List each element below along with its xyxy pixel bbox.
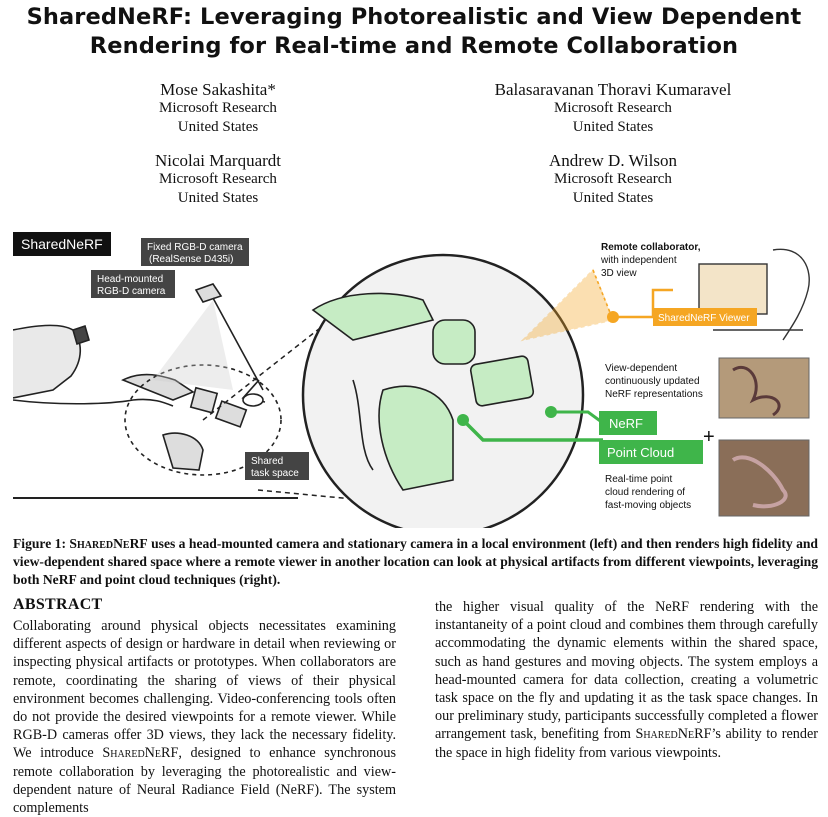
label-fixed-camera: Fixed RGB-D camera <box>147 242 243 253</box>
author-name: Balasaravanan Thoravi Kumaravel <box>494 80 732 99</box>
abstract-text: the higher visual quality of the NeRF rendering with the instantaneity of a point cloud and combines them through carefully accommodating the dynamic elements within the shared space, such as hand gestures and moving objects. The system employs a head-mounted camera for data collection, creating a volumetric task space on the fly and updating it as the task space changes. In our preliminary study, participants successfully completed a flower arrangement task, benefiting from <box>435 599 818 743</box>
author-name: Andrew D. Wilson <box>549 151 677 170</box>
label-nerf-representations: NeRF representations <box>605 389 703 400</box>
label-cloud-rendering: cloud rendering of <box>605 487 686 498</box>
label-shared: Shared <box>251 456 284 467</box>
zoom-inset <box>303 255 583 528</box>
paper-title <box>0 3 828 61</box>
caption-text: uses a head-mounted camera and stationary camera in a local environment (left) and then renders high fidelity and view-dependent shared space where a remote viewer in another location can look at physical artifacts from different viewpoints, leveraging both NeRF and point cloud techniques (right). <box>13 536 818 587</box>
author-block <box>118 151 318 208</box>
caption-system-name: SharedNeRF <box>69 536 148 551</box>
nerf-photo <box>719 358 809 418</box>
author-affiliation: Microsoft Research <box>554 171 672 187</box>
abstract-heading: ABSTRACT <box>13 596 103 613</box>
title-line-1: SharedNeRF: Leveraging Photorealistic and View Dependent <box>26 4 802 30</box>
author-block <box>118 80 318 137</box>
label-continuously-updated: continuously updated <box>605 376 700 387</box>
label-realtime-point: Real-time point <box>605 474 673 485</box>
figure-caption <box>13 535 818 589</box>
abstract-text: , designed to enhance synchronous remote collaboration by leveraging the photorealistic and view-dependent nature of Neural Radiance Field (NeRF). The system complements <box>13 745 396 817</box>
figure-badge: SharedNeRF <box>21 236 103 252</box>
author-affiliation: Microsoft Research <box>159 100 277 116</box>
abstract-system-name: SharedNeRF <box>635 726 712 743</box>
author-country: United States <box>177 190 259 206</box>
label-point-cloud: Point Cloud <box>607 445 675 460</box>
label-head-mounted-camera: RGB-D camera <box>97 286 166 297</box>
teaser-figure <box>13 230 818 528</box>
author-country: United States <box>177 119 259 135</box>
author-name: Mose Sakashita* <box>160 80 276 99</box>
label-fast-moving: fast-moving objects <box>605 500 692 511</box>
label-head-mounted: Head-mounted <box>97 274 164 285</box>
label-fixed-camera-model: (RealSense D435i) <box>149 254 234 265</box>
author-block <box>463 80 763 137</box>
abstract-system-name: SharedNeRF <box>102 745 179 762</box>
label-independent: with independent <box>601 255 677 266</box>
title-line-2: Rendering for Real-time and Remote Collaboration <box>89 33 739 59</box>
author-affiliation: Microsoft Research <box>159 171 277 187</box>
label-viewer: SharedNeRF Viewer <box>658 313 750 324</box>
label-remote-collaborator: Remote collaborator, <box>601 242 701 253</box>
author-country: United States <box>572 119 654 135</box>
abstract-left-column <box>13 617 396 817</box>
caption-label: Figure 1: <box>13 536 70 551</box>
author-name: Nicolai Marquardt <box>154 151 282 170</box>
abstract-text: Collaborating around physical objects necessitates examining different aspects of design or hardware in detail when reviewing or inspecting physical artifacts or prototypes. When collaborators are remote, coordinating the sharing of views of their physical environment becomes challenging. Video-conferencing tools often do not provide the desired viewpoints for a remote viewer. While RGB-D cameras offer 3D views, they lack the necessary fidelity. We introduce <box>13 618 396 762</box>
plus-sign: + <box>703 426 715 448</box>
author-block <box>463 151 763 208</box>
label-3d-view: 3D view <box>601 268 637 279</box>
author-affiliation: Microsoft Research <box>554 100 672 116</box>
label-nerf: NeRF <box>609 416 643 431</box>
author-country: United States <box>572 190 654 206</box>
abstract-text: ’s ability to render the space in high fidelity from various viewpoints. <box>435 726 818 761</box>
abstract-right-column <box>435 598 818 762</box>
label-task-space: task space <box>251 468 299 479</box>
label-view-dependent: View-dependent <box>605 363 678 374</box>
